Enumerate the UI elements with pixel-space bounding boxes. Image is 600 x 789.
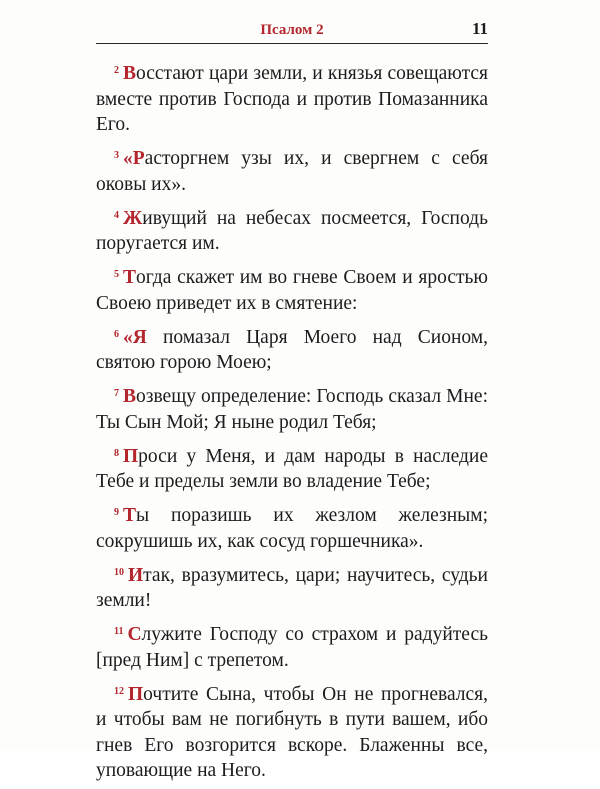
psalm-text	[96, 58, 488, 789]
verse-open-quote: «	[123, 326, 133, 348]
verse-initial: Я	[132, 326, 147, 348]
verse-text: лужите Господу со страхом и радуйтесь [пред Ним] с трепетом.	[96, 624, 488, 671]
verse	[96, 441, 488, 495]
running-title: Псалом 2	[260, 22, 324, 38]
verse-number: 12	[114, 685, 124, 697]
verse-text: помазал Царя Моего над Сионом, святою горою Моею;	[96, 326, 488, 373]
verse-initial: П	[123, 445, 139, 467]
verse	[96, 262, 488, 316]
verse	[96, 619, 488, 673]
verse-number: 4	[114, 209, 119, 221]
verse-number: 7	[114, 388, 119, 399]
verse-text: роси у Меня, и дам народы в наследие Тебе и пределы земли во владение Тебе;	[96, 445, 488, 492]
verse-initial: В	[123, 63, 137, 84]
verse-number: 3	[114, 150, 119, 161]
verse	[96, 143, 488, 197]
verse-number: 11	[114, 626, 124, 637]
verse-number: 10	[114, 566, 124, 578]
verse-initial: Р	[132, 148, 145, 169]
verse-number: 8	[114, 447, 119, 459]
verse-text: асторгнем узы их, и свергнем с себя оковы их».	[96, 148, 488, 195]
verse-text: так, вразумитесь, цари; научитесь, судьи земли!	[96, 564, 488, 611]
verse	[96, 322, 488, 376]
verse-initial: В	[123, 386, 137, 407]
page-number: 11	[471, 19, 488, 38]
verse-initial: С	[127, 624, 142, 645]
verse-number: 5	[114, 269, 119, 280]
verse	[96, 203, 488, 257]
verse-initial: Т	[123, 505, 137, 526]
verse-text: озвещу определение: Господь сказал Мне: Ты Сын Мой; Я ныне родил Тебя;	[96, 386, 488, 433]
verse	[96, 58, 488, 138]
verse-initial: П	[128, 683, 144, 705]
verse-text: ивущий на небесах посмеется, Господь поругается им.	[96, 207, 488, 254]
verse-text: осстают цари земли, и князья совещаются вместе против Господа и против Помазанника Его.	[96, 63, 488, 135]
page-header	[96, 18, 488, 44]
verse-text: огда скажет им во гневе Своем и яростью Своею приведет их в смятение:	[96, 267, 488, 314]
verse	[96, 500, 488, 554]
verse-number: 6	[114, 328, 119, 340]
verse	[96, 679, 488, 784]
verse-number: 9	[114, 507, 119, 518]
verse-initial: Т	[123, 267, 137, 288]
verse-initial: Ж	[123, 207, 143, 229]
verse	[96, 381, 488, 435]
header-rule	[96, 43, 488, 44]
verse-text: очтите Сына, чтобы Он не прогневался, и чтобы вам не погибнуть в пути вашем, ибо гнев Его возгорится вскоре. Блаженны все, уповающие на Него.	[96, 683, 488, 781]
verse-text: ы поразишь их жезлом железным; сокрушишь их, как сосуд горшечника».	[96, 505, 488, 552]
verse	[96, 560, 488, 614]
verse-number: 2	[114, 65, 119, 76]
verse-initial: И	[128, 564, 144, 586]
verse-open-quote: «	[123, 148, 133, 169]
